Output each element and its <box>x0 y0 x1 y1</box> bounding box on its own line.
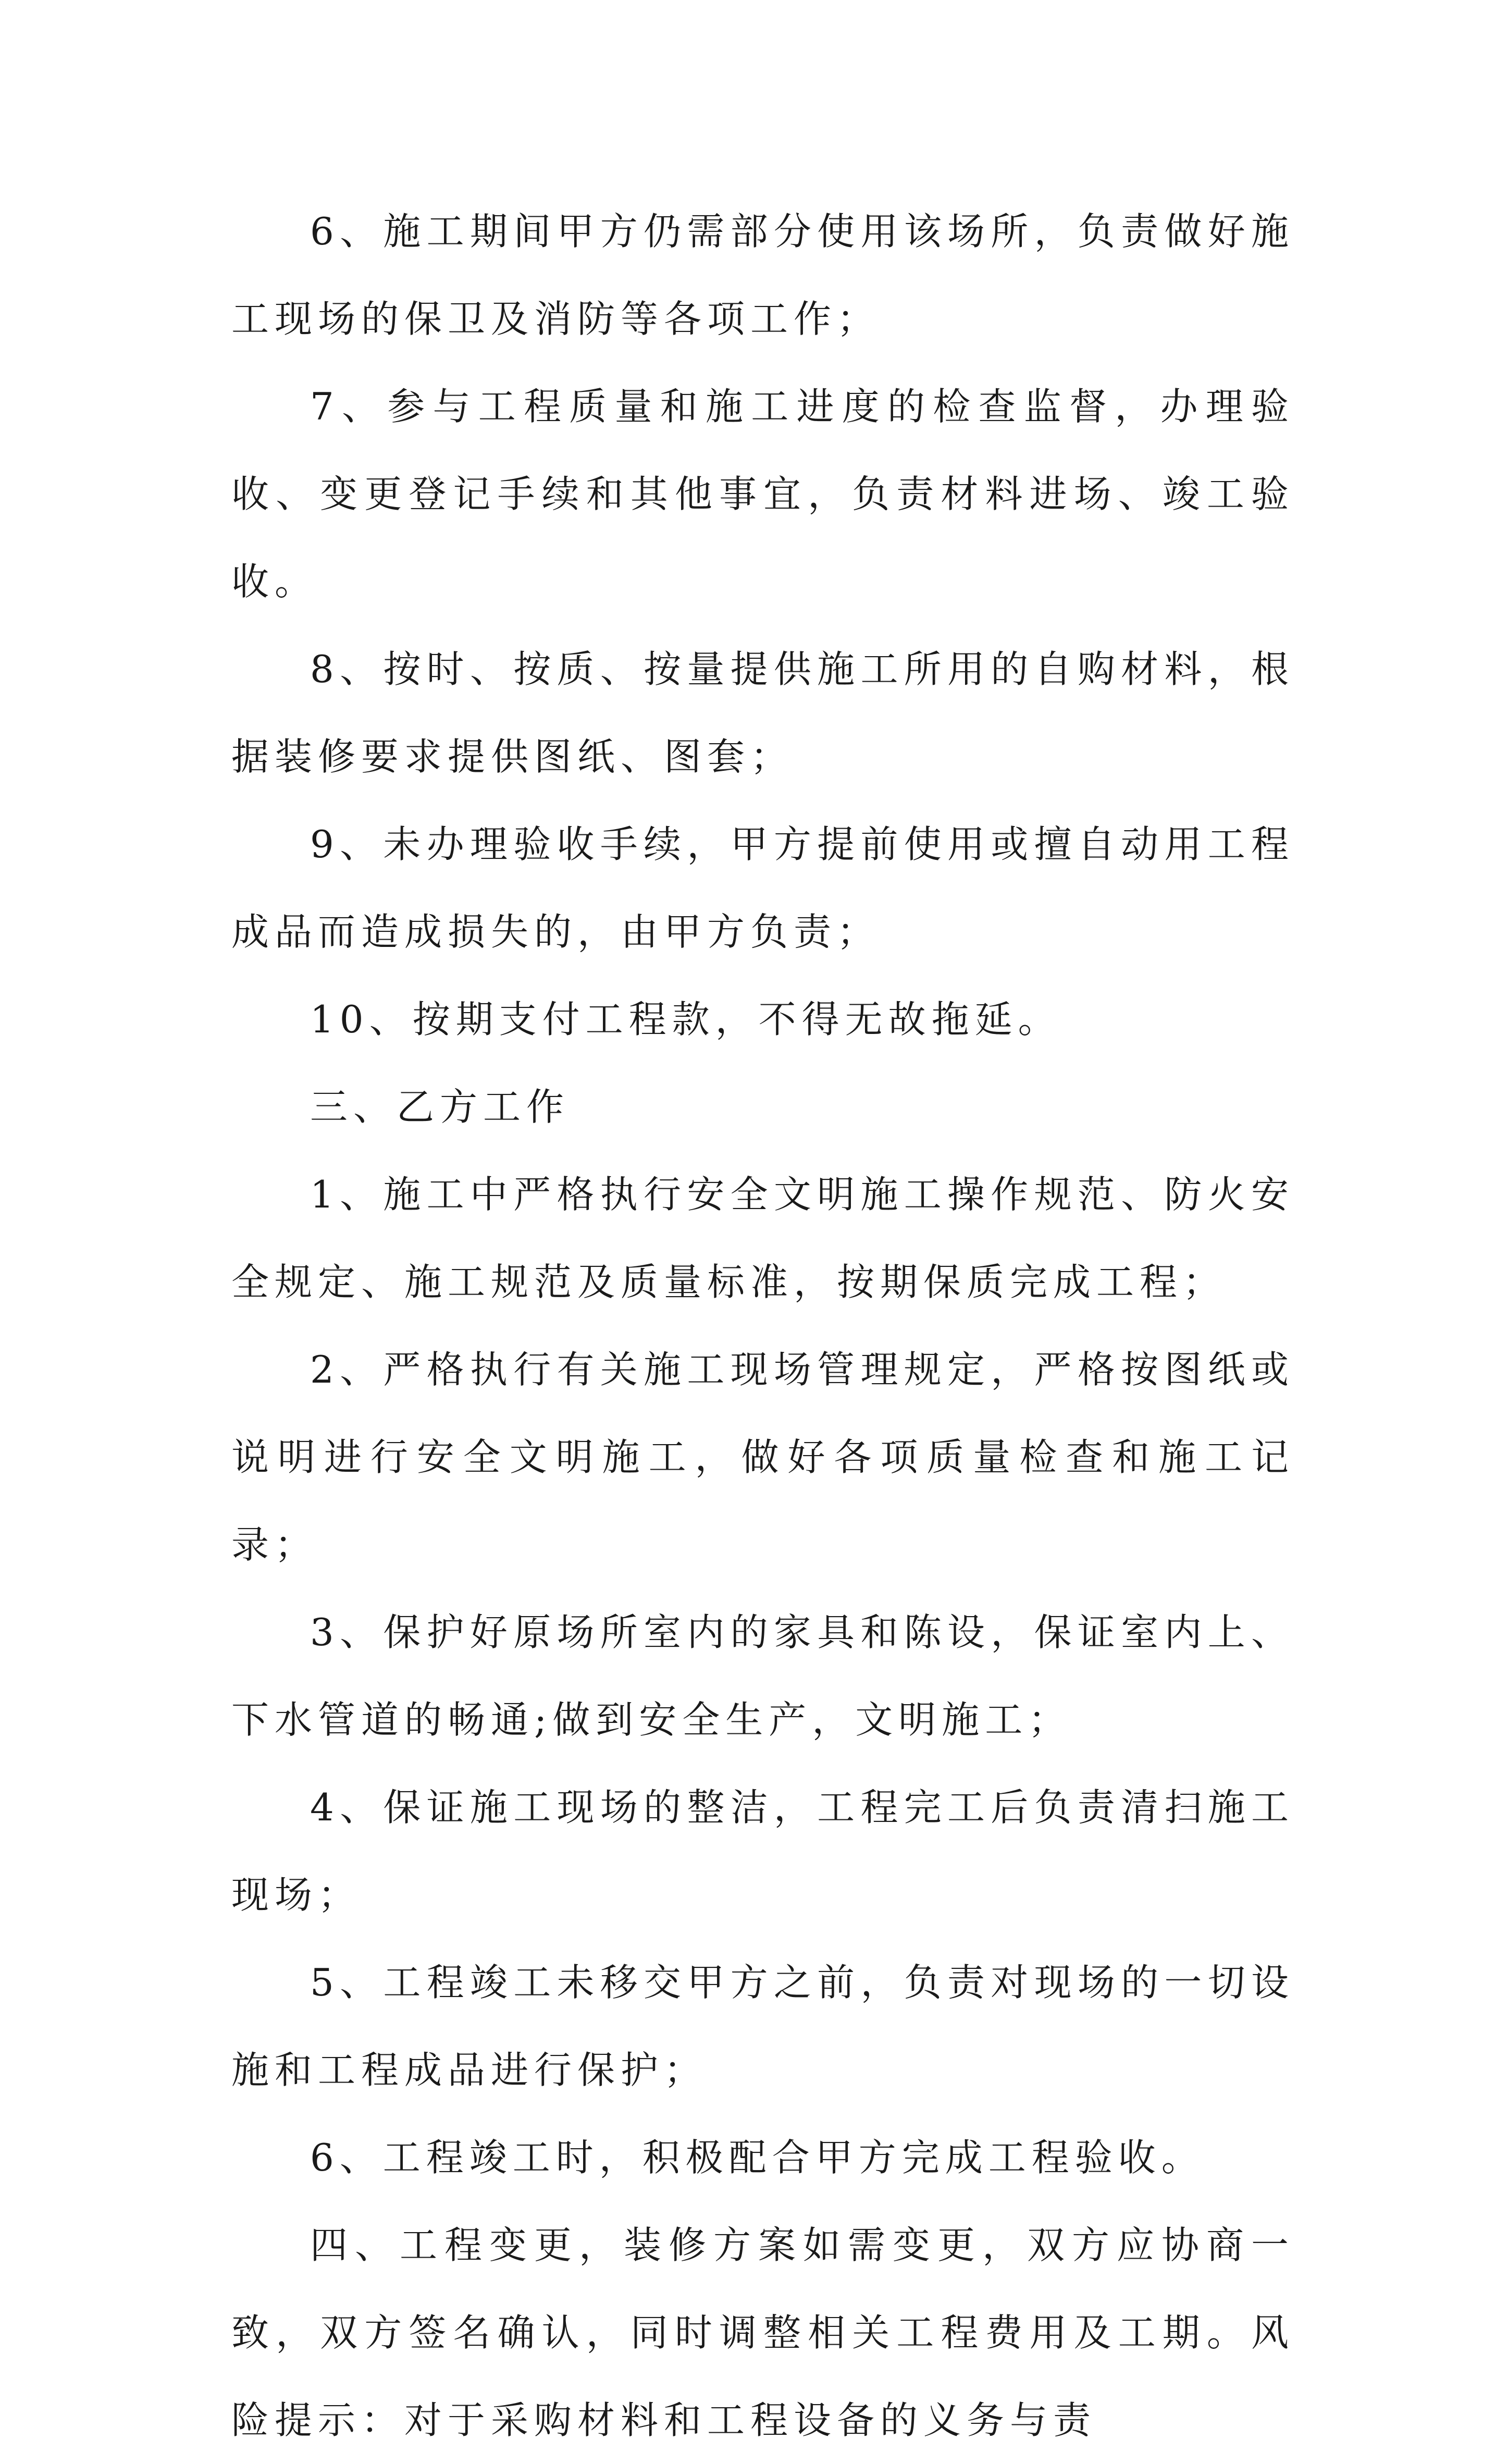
paragraph-item-1-safety-standards: 1、施工中严格执行安全文明施工操作规范、防火安全规定、施工规范及质量标准，按期保质完成工程； <box>231 1173 1294 1304</box>
paragraph-item-4-site-cleanliness: 4、保证施工现场的整洁，工程完工后负责清扫施工现场； <box>231 1785 1294 1917</box>
section-heading-party-b-duties: 三、乙方工作 <box>310 1085 570 1129</box>
section-paragraph-engineering-changes: 四、工程变更，装修方案如需变更，双方应协商一致，双方签名确认，同时调整相关工程费用及工期。风险提示：对于采购材料和工程设备的义务与责 <box>231 2223 1294 2442</box>
paragraph-item-3-protect-furnishings: 3、保护好原场所室内的家具和陈设，保证室内上、下水管道的畅通;做到安全生产，文明施工； <box>231 1610 1294 1742</box>
paragraph-item-5-protection-before-handover: 5、工程竣工未移交甲方之前，负责对现场的一切设施和工程成品进行保护； <box>231 1961 1294 2092</box>
paragraph-item-9-early-use: 9、未办理验收手续，甲方提前使用或擅自动用工程成品而造成损失的，由甲方负责； <box>231 822 1294 954</box>
paragraph-item-8-materials: 8、按时、按质、按量提供施工所用的自购材料，根据装修要求提供图纸、图套； <box>231 647 1294 779</box>
paragraph-item-6-acceptance: 6、工程竣工时，积极配合甲方完成工程验收。 <box>310 2136 1205 2179</box>
document-body <box>231 188 1294 2464</box>
paragraph-item-10-payment: 10、按期支付工程款，不得无故拖延。 <box>310 997 1061 1041</box>
paragraph-item-2-site-management: 2、严格执行有关施工现场管理规定，严格按图纸或说明进行安全文明施工，做好各项质量检查和施工记录； <box>231 1348 1294 1567</box>
paragraph-item-6-site-security: 6、施工期间甲方仍需部分使用该场所，负责做好施工现场的保卫及消防等各项工作； <box>231 210 1294 341</box>
paragraph-item-7-inspection: 7、参与工程质量和施工进度的检查监督，办理验收、变更登记手续和其他事宜，负责材料进场、竣工验收。 <box>231 385 1294 603</box>
